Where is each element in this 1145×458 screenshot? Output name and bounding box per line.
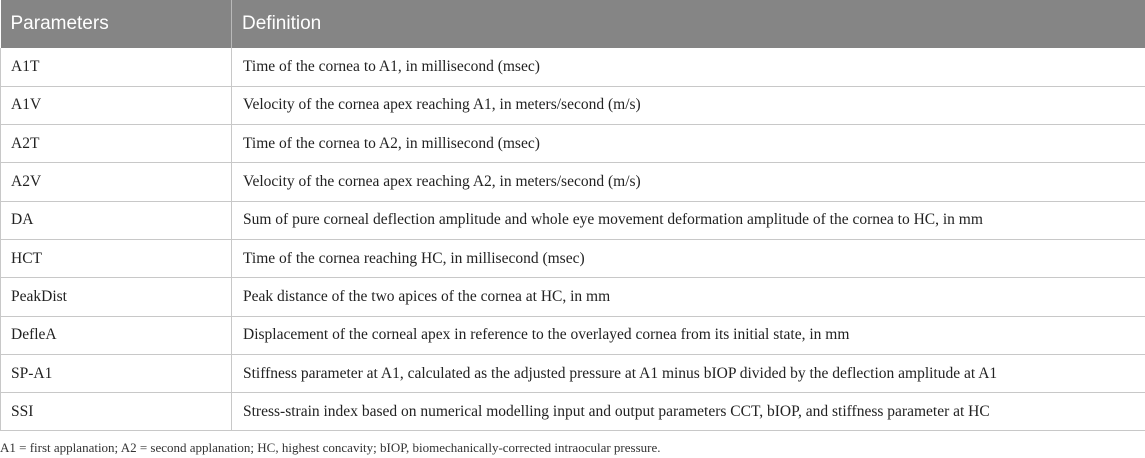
table-row (1, 163, 1145, 201)
parameter-cell: DefleA (1, 316, 232, 354)
table-row (1, 125, 1145, 163)
definition-cell: Time of the cornea to A2, in millisecond (msec) (232, 125, 1145, 163)
table-row (1, 201, 1145, 239)
definition-cell: Velocity of the cornea apex reaching A2, in meters/second (m/s) (232, 163, 1145, 201)
table-row (1, 278, 1145, 316)
parameter-cell: A2T (1, 125, 232, 163)
definition-cell: Stress-strain index based on numerical modelling input and output parameters CCT, bIOP, and stiffness parameter at HC (232, 393, 1145, 431)
table-row (1, 354, 1145, 392)
table-row (1, 86, 1145, 124)
table-footnote: A1 = first applanation; A2 = second applanation; HC, highest concavity; bIOP, biomechanically-corrected intraocular pressure. (0, 440, 661, 455)
parameter-cell: A1V (1, 86, 232, 124)
table-header (1, 0, 1145, 48)
header-definition: Definition (232, 0, 1145, 48)
definition-cell: Time of the cornea to A1, in millisecond (msec) (232, 48, 1145, 86)
table-body (1, 48, 1145, 431)
parameter-cell: SP-A1 (1, 354, 232, 392)
definition-cell: Stiffness parameter at A1, calculated as the adjusted pressure at A1 minus bIOP divided by the deflection amplitude at A1 (232, 354, 1145, 392)
definition-cell: Sum of pure corneal deflection amplitude and whole eye movement deformation amplitude of the cornea to HC, in mm (232, 201, 1145, 239)
definition-cell: Peak distance of the two apices of the cornea at HC, in mm (232, 278, 1145, 316)
table-row (1, 48, 1145, 86)
definition-cell: Displacement of the corneal apex in reference to the overlayed cornea from its initial state, in mm (232, 316, 1145, 354)
parameter-cell: SSI (1, 393, 232, 431)
table-row (1, 393, 1145, 431)
parameter-cell: PeakDist (1, 278, 232, 316)
parameter-cell: DA (1, 201, 232, 239)
parameter-cell: A1T (1, 48, 232, 86)
parameter-cell: A2V (1, 163, 232, 201)
definition-cell: Time of the cornea reaching HC, in millisecond (msec) (232, 239, 1145, 277)
header-row (1, 0, 1145, 48)
definition-cell: Velocity of the cornea apex reaching A1, in meters/second (m/s) (232, 86, 1145, 124)
parameter-cell: HCT (1, 239, 232, 277)
table-row (1, 239, 1145, 277)
table-row (1, 316, 1145, 354)
header-parameters: Parameters (1, 0, 232, 48)
